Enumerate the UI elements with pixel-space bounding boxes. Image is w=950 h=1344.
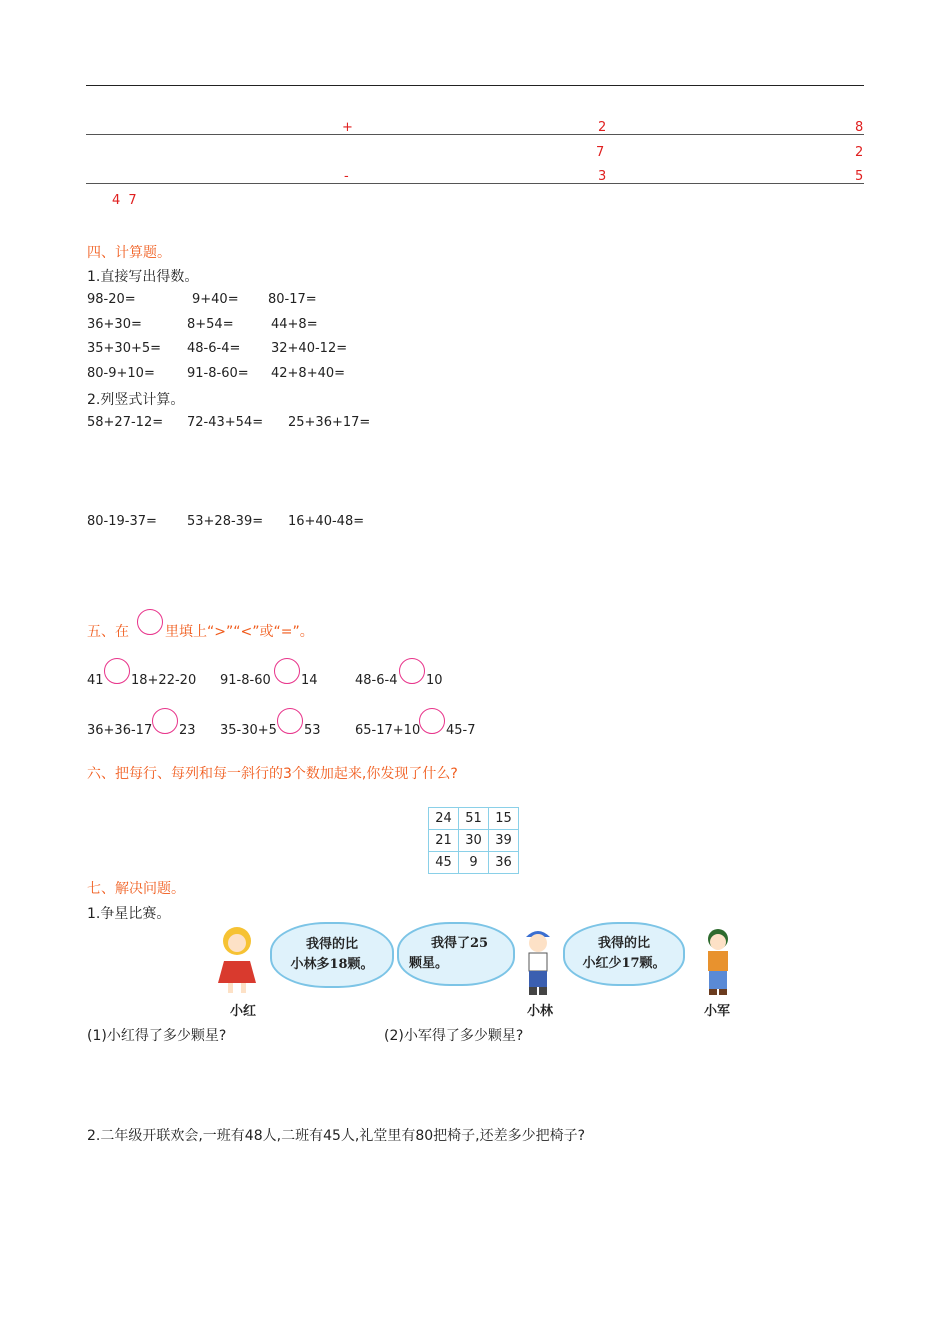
- compare-right: 45-7: [446, 723, 476, 738]
- direct-item: 44+8=: [271, 317, 318, 332]
- speech-bubble-xiaohong: [270, 922, 394, 988]
- compare-blank-circle[interactable]: [152, 708, 178, 734]
- section4-sub2: 2.列竖式计算。: [87, 392, 185, 408]
- grid-cell: 45: [429, 852, 459, 874]
- grid-cell: 30: [459, 830, 489, 852]
- compare-blank-circle[interactable]: [277, 708, 303, 734]
- compare-blank-circle[interactable]: [399, 658, 425, 684]
- compare-right: 18+22-20: [131, 673, 197, 688]
- speech-bubble-xiaolin: [397, 922, 515, 986]
- direct-item: 98-20=: [87, 292, 136, 307]
- question-2: (2)小军得了多少颗星?: [384, 1028, 524, 1044]
- bubble-line: 我得了25: [431, 936, 489, 951]
- section6-title: 六、把每行、每列和每一斜行的3个数加起来,你发现了什么?: [87, 766, 458, 782]
- grid-cell: 51: [459, 808, 489, 830]
- bubble-line: 我得的比: [305, 937, 358, 952]
- compare-blank-circle[interactable]: [419, 708, 445, 734]
- vertical-item: 80-19-37=: [87, 514, 157, 529]
- answer-row2-end: 2: [855, 145, 864, 160]
- question-1: (1)小红得了多少颗星?: [87, 1028, 227, 1044]
- vertical-item: 53+28-39=: [187, 514, 264, 529]
- vertical-item: 16+40-48=: [288, 514, 365, 529]
- direct-item: 42+8+40=: [271, 366, 346, 381]
- grid-row: [429, 830, 519, 852]
- section7-title: 七、解决问题。: [87, 881, 185, 897]
- direct-item: 9+40=: [192, 292, 239, 307]
- grid-cell: 21: [429, 830, 459, 852]
- direct-item: 80-9+10=: [87, 366, 155, 381]
- section4-title: 四、计算题。: [87, 245, 171, 261]
- compare-right: 10: [426, 673, 443, 688]
- top-rule: [86, 85, 864, 86]
- speech-bubble-xiaojun: [563, 922, 685, 986]
- compare-circle-icon: [137, 609, 163, 635]
- section7-sub2: 2.二年级开联欢会,一班有48人,二班有45人,礼堂里有80把椅子,还差多少把椅子?: [87, 1128, 586, 1144]
- grid-cell: 15: [489, 808, 519, 830]
- grid-cell: 9: [459, 852, 489, 874]
- vertical-item: 72-43+54=: [187, 415, 264, 430]
- section7-sub1: 1.争星比赛。: [87, 906, 171, 922]
- answer-row-line-2: [86, 183, 864, 184]
- grid-row: [429, 852, 519, 874]
- boy-xiaojun-icon: [696, 925, 740, 997]
- name-xiaohong: 小红: [230, 1004, 257, 1019]
- grid-cell: 36: [489, 852, 519, 874]
- answer-row-line-1: [86, 134, 864, 135]
- compare-left: 35-30+5: [220, 723, 277, 738]
- boy-xiaolin-icon: [516, 925, 560, 997]
- direct-item: 32+40-12=: [271, 341, 348, 356]
- girl-xiaohong-icon: [212, 925, 262, 995]
- bubble-line: 小林多18颗。: [290, 957, 374, 972]
- compare-left: 65-17+10: [355, 723, 421, 738]
- answer-row1-end: 8: [855, 120, 864, 135]
- compare-blank-circle[interactable]: [104, 658, 130, 684]
- answer-row2-mid: 7: [596, 145, 605, 160]
- compare-blank-circle[interactable]: [274, 658, 300, 684]
- compare-right: 53: [304, 723, 321, 738]
- answer-row1-op: +: [342, 120, 353, 135]
- compare-left: 41: [87, 673, 104, 688]
- compare-right: 14: [301, 673, 318, 688]
- bubble-line: 颗星。: [409, 956, 449, 971]
- grid-row: [429, 808, 519, 830]
- direct-item: 48-6-4=: [187, 341, 241, 356]
- direct-item: 80-17=: [268, 292, 317, 307]
- direct-item: 35+30+5=: [87, 341, 162, 356]
- compare-right: 23: [179, 723, 196, 738]
- answer-row3-op: -: [344, 169, 349, 184]
- grid-cell: 24: [429, 808, 459, 830]
- vertical-item: 58+27-12=: [87, 415, 164, 430]
- section5-title-post: 里填上“>”“<”或“=”。: [165, 624, 314, 640]
- answer-row1-mid: 2: [598, 120, 607, 135]
- name-xiaojun: 小军: [704, 1004, 731, 1019]
- bubble-line: 我得的比: [597, 936, 650, 951]
- answer-result: 4 7: [112, 193, 139, 208]
- compare-left: 48-6-4: [355, 673, 398, 688]
- section4-sub1: 1.直接写出得数。: [87, 269, 199, 285]
- name-xiaolin: 小林: [527, 1004, 554, 1019]
- answer-row3-mid: 3: [598, 169, 607, 184]
- compare-left: 91-8-60: [220, 673, 271, 688]
- direct-item: 36+30=: [87, 317, 142, 332]
- bubble-line: 小红少17颗。: [582, 956, 666, 971]
- section5-title-pre: 五、在: [87, 624, 129, 640]
- answer-row3-end: 5: [855, 169, 864, 184]
- number-grid: [428, 807, 519, 874]
- direct-item: 91-8-60=: [187, 366, 249, 381]
- vertical-item: 25+36+17=: [288, 415, 371, 430]
- grid-cell: 39: [489, 830, 519, 852]
- compare-left: 36+36-17: [87, 723, 153, 738]
- direct-item: 8+54=: [187, 317, 234, 332]
